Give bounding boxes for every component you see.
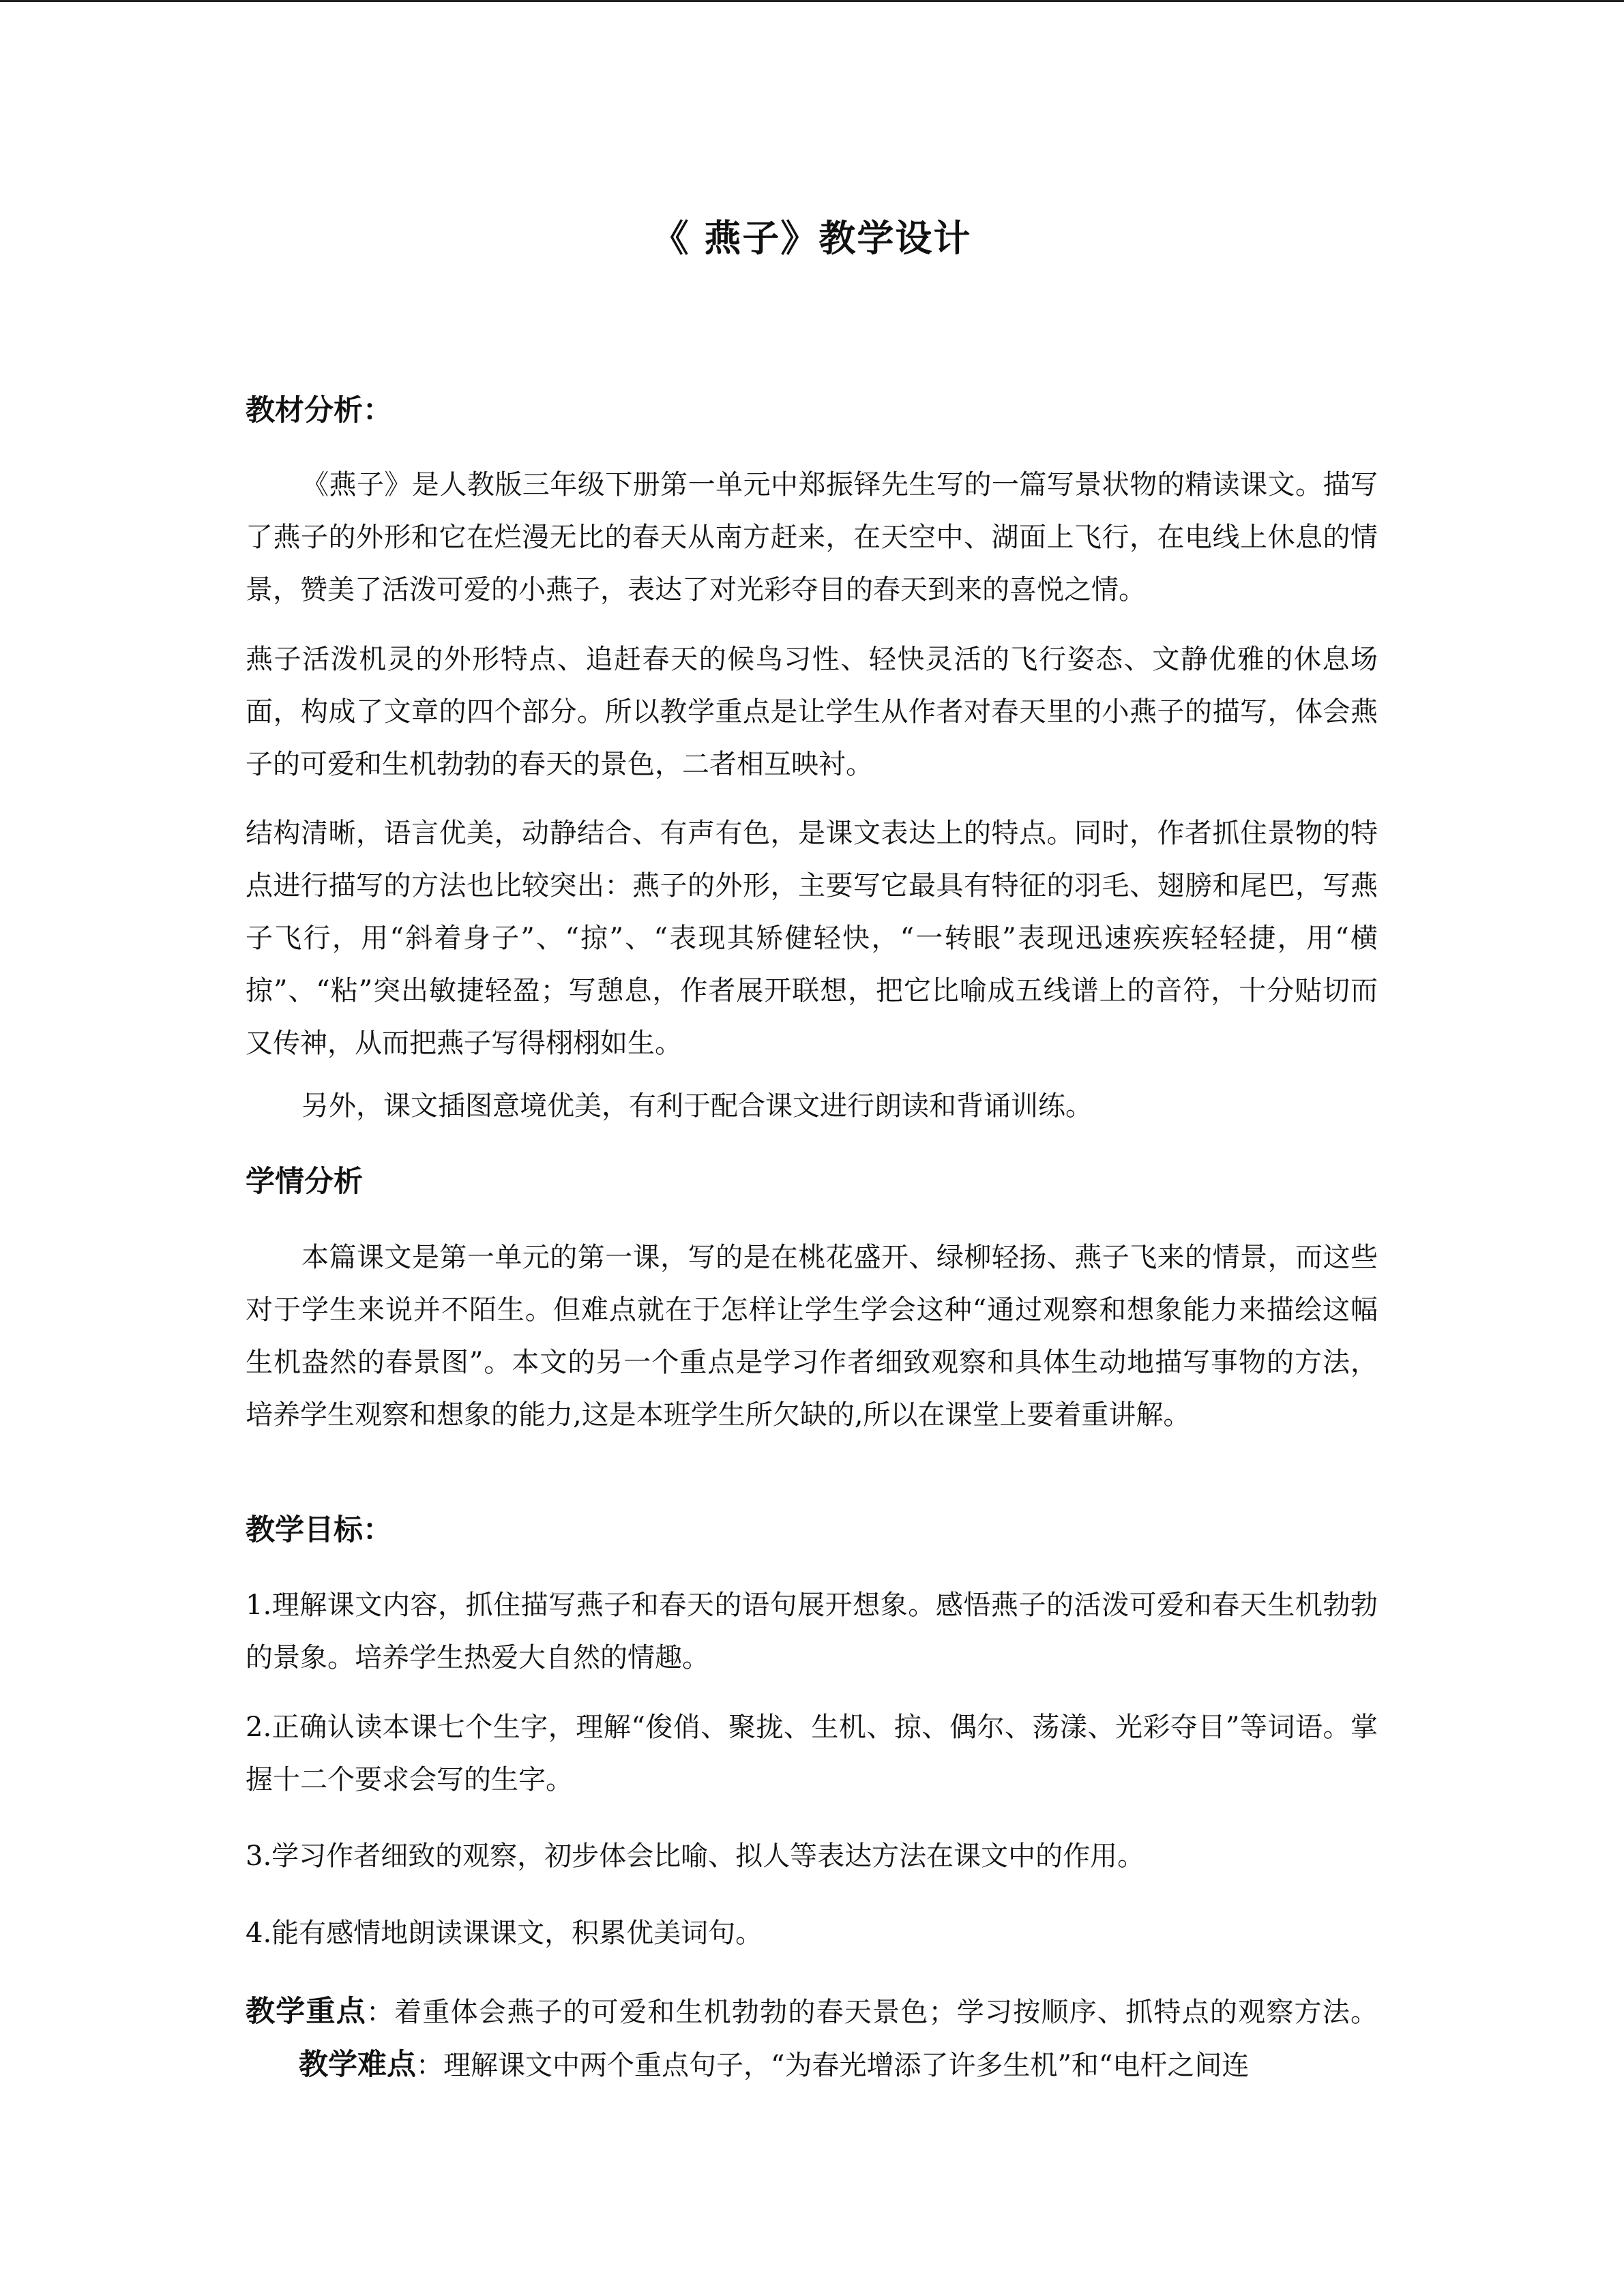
key-point-text: ：着重体会燕子的可爱和生机勃勃的春天景色；学习按顺序、抓特点的观察方法。	[366, 1997, 1378, 2028]
section-heading-material-analysis: 教材分析：	[246, 393, 392, 428]
material-paragraph-1: 《燕子》是人教版三年级下册第一单元中郑振铎先生写的一篇写景状物的精读课文。描写了燕子的外形和它在烂漫无比的春天从南方赶来，在天空中、湖面上飞行，在电线上休息的情景，赞美了活泼可爱的小燕子，表达了对光彩夺目的春天到来的喜悦之情。	[246, 469, 1378, 606]
difficulty-text: ：理解课文中两个重点句子，“为春光增添了许多生机”和“电杆之间连	[416, 2050, 1250, 2081]
key-point-label: 教学重点	[246, 1995, 366, 2029]
key-points-paragraph	[246, 1986, 1378, 2092]
top-border-line	[0, 0, 1624, 2]
section-heading-student-analysis: 学情分析	[246, 1165, 363, 1199]
goal-item-1: 1.理解课文内容，抓住描写燕子和春天的语句展开想象。感悟燕子的活泼可爱和春天生机勃勃的景象。培养学生热爱大自然的情趣。	[246, 1590, 1378, 1673]
material-paragraph-4: 另外，课文插图意境优美，有利于配合课文进行朗读和背诵训练。	[301, 1090, 1093, 1122]
goal-item-4: 4.能有感情地朗读课课文，积累优美词句。	[246, 1918, 763, 1949]
goal-item-3: 3.学习作者细致的观察，初步体会比喻、拟人等表达方法在课文中的作用。	[246, 1840, 1145, 1872]
section-heading-teaching-goals: 教学目标：	[246, 1513, 392, 1547]
goal-item-2: 2.正确认读本课七个生字，理解“俊俏、聚拢、生机、掠、偶尔、荡漾、光彩夺目”等词语。掌握十二个要求会写的生字。	[246, 1712, 1378, 1795]
material-paragraph-3: 结构清晰，语言优美，动静结合、有声有色，是课文表达上的特点。同时，作者抓住景物的特点进行描写的方法也比较突出：燕子的外形，主要写它最具有特征的羽毛、翅膀和尾巴，写燕子飞行，用“斜着身子”、“掠”、“表现其矫健轻快，“一转眼”表现迅速疾疾轻轻捷，用“横掠”、“粘”突出敏捷轻盈；写憩息，作者展开联想，把它比喻成五线谱上的音符，十分贴切而又传神，从而把燕子写得栩栩如生。	[246, 818, 1378, 1059]
difficulty-label: 教学难点	[299, 2048, 416, 2082]
page-title: 《 燕子》教学设计	[651, 217, 972, 260]
student-paragraph-1: 本篇课文是第一单元的第一课，写的是在桃花盛开、绿柳轻扬、燕子飞来的情景，而这些对于学生来说并不陌生。但难点就在于怎样让学生学会这种“通过观察和想象能力来描绘这幅生机盎然的春景图”。本文的另一个重点是学习作者细致观察和具体生动地描写事物的方法，培养学生观察和想象的能力,这是本班学生所欠缺的,所以在课堂上要着重讲解。	[246, 1242, 1378, 1431]
material-paragraph-2: 燕子活泼机灵的外形特点、追赶春天的候鸟习性、轻快灵活的飞行姿态、文静优雅的休息场面，构成了文章的四个部分。所以教学重点是让学生从作者对春天里的小燕子的描写，体会燕子的可爱和生机勃勃的春天的景色，二者相互映衬。	[246, 644, 1378, 780]
